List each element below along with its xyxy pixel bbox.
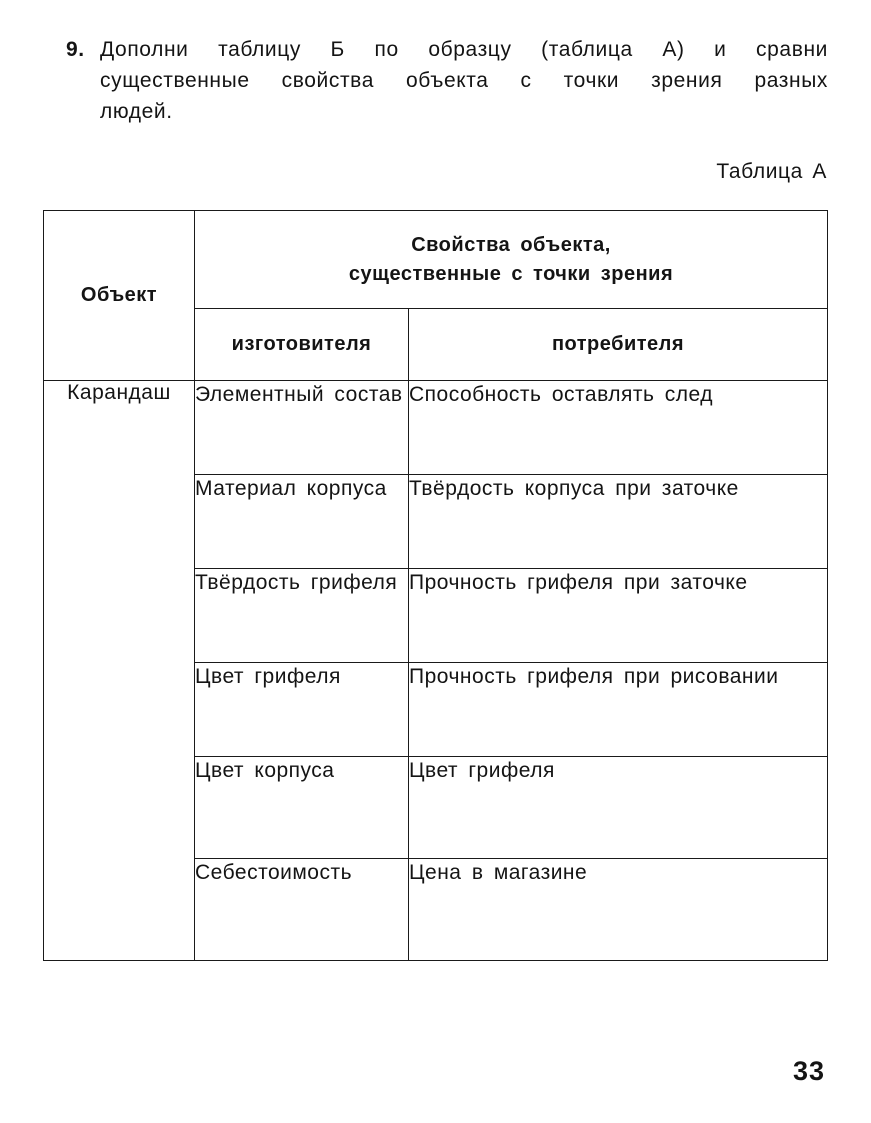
table-caption: Таблица А <box>716 160 827 183</box>
maker-cell: Твёрдость грифеля <box>195 569 409 663</box>
properties-header <box>195 211 828 309</box>
task-text <box>66 34 828 127</box>
task-line: Дополни таблицу Б по образцу (таблица А) и сравни <box>100 38 828 61</box>
consumer-header: потребителя <box>409 309 828 381</box>
maker-cell: Цвет корпуса <box>195 757 409 859</box>
consumer-cell: Цена в магазине <box>409 859 828 961</box>
properties-header-line: существенные с точки зрения <box>348 262 674 285</box>
page-number: 33 <box>792 1056 825 1086</box>
maker-cell: Себестоимость <box>195 859 409 961</box>
object-header: Объект <box>44 211 195 381</box>
properties-table <box>43 210 828 961</box>
maker-cell: Элементный состав <box>195 381 409 475</box>
task-number: 9. <box>66 38 85 61</box>
properties-header-line: Свойства объекта, <box>411 233 611 256</box>
task-body <box>100 34 828 127</box>
task-line: людей. <box>100 100 173 123</box>
maker-header: изготовителя <box>195 309 409 381</box>
consumer-cell: Способность оставлять след <box>409 381 828 475</box>
task-line: существенные свойства объекта с точки зрения разных <box>100 69 828 92</box>
maker-cell: Цвет грифеля <box>195 663 409 757</box>
consumer-cell: Цвет грифеля <box>409 757 828 859</box>
consumer-cell: Прочность грифеля при рисовании <box>409 663 828 757</box>
consumer-cell: Прочность грифеля при заточке <box>409 569 828 663</box>
object-cell: Карандаш <box>44 381 195 961</box>
consumer-cell: Твёрдость корпуса при заточке <box>409 475 828 569</box>
maker-cell: Материал корпуса <box>195 475 409 569</box>
